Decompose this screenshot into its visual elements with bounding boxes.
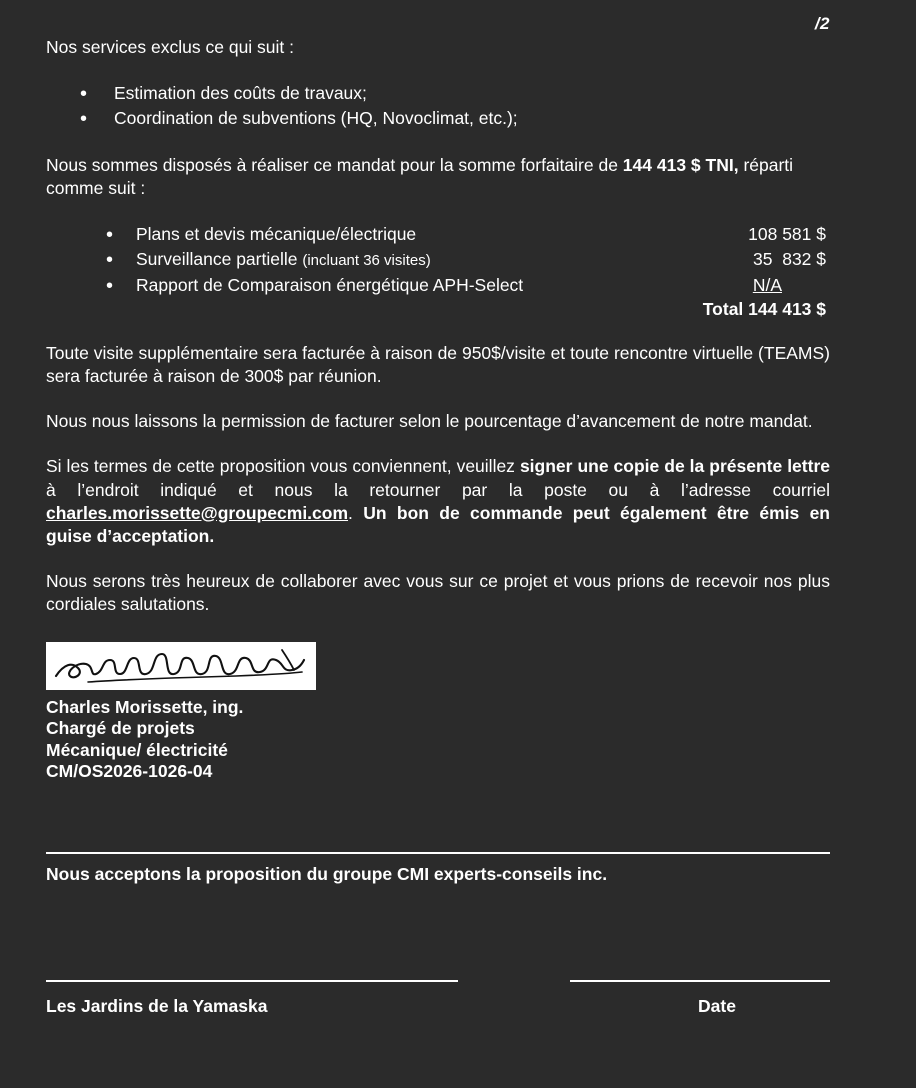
extra-visits-paragraph: Toute visite supplémentaire sera facturée à raison de 950$/visite et toute rencontre virtuelle (TEAMS) sera facturée à raison de 300$ par réunion. (46, 343, 830, 387)
acceptance-text-1: Si les termes de cette proposition vous conviennent, veuillez (46, 456, 520, 477)
acceptance-paragraph (46, 455, 830, 547)
price-breakdown-list (46, 222, 830, 298)
exclusions-list (46, 81, 830, 132)
price-amount: N/A (752, 274, 782, 295)
document-body (46, 36, 830, 885)
signer-title: Chargé de projets (46, 718, 195, 739)
closing-paragraph: Nous serons très heureux de collaborer avec vous sur ce projet et vous prions de recevoir nos plus cordiales salutations. (46, 570, 830, 614)
intro-paragraph: Nos services exclus ce qui suit : (46, 37, 295, 57)
email-link[interactable]: charles.morissette@groupecmi.com (46, 502, 349, 523)
document-reference: CM/OS2026-1026-04 (46, 761, 213, 782)
offer-lead: Nous sommes disposés à réaliser ce mandat pour la somme forfaitaire de (46, 154, 623, 175)
offer-paragraph (46, 154, 830, 200)
price-label: Surveillance partielle (136, 249, 303, 270)
list-item (106, 247, 830, 272)
page-number: /2 (814, 14, 830, 33)
date-signature-line (570, 980, 830, 982)
list-item (106, 273, 830, 298)
acceptance-bold-2: Un bon de commande peut également être émis en guise d’acceptation. (46, 502, 830, 546)
price-label: Rapport de Comparaison énergétique APH-Select (136, 274, 524, 295)
signature-icon (46, 642, 316, 690)
acceptance-bold-1: signer une copie de la présente lettre (519, 456, 830, 477)
acceptance-text-2: à l’endroit indiqué et nous la retourner par la poste ou à l’adresse courriel (46, 479, 830, 500)
signature-fields (46, 980, 830, 1017)
total-line: Total 144 413 $ (702, 299, 826, 320)
signer-department: Mécanique/ électricité (46, 739, 228, 760)
client-signature-label: Les Jardins de la Yamaska (46, 996, 268, 1016)
acceptance-divider (46, 852, 830, 854)
date-label: Date (698, 996, 736, 1016)
offer-tail: réparti comme suit : (46, 154, 794, 198)
acceptance-statement: Nous acceptons la proposition du groupe CMI experts-conseils inc. (46, 864, 608, 885)
price-amount: 108 581 $ (748, 224, 826, 245)
handwritten-signature-image (46, 642, 316, 690)
acceptance-text-3: . (348, 502, 364, 523)
client-signature-field[interactable] (46, 980, 458, 1017)
price-note: (incluant 36 visites) (302, 252, 431, 270)
price-row (136, 222, 830, 247)
price-label: Plans et devis mécanique/électrique (136, 224, 417, 245)
price-row (136, 247, 830, 272)
signer-name: Charles Morissette, ing. (46, 697, 244, 717)
client-signature-line (46, 980, 458, 982)
list-item (106, 222, 830, 247)
signature-block (46, 642, 830, 782)
price-amount: 35 832 $ (753, 249, 826, 270)
list-item: • Estimation des coûts de travaux; (80, 81, 830, 106)
list-item: • Coordination de subventions (HQ, Novoclimat, etc.); (80, 106, 830, 131)
price-row (136, 273, 830, 298)
date-signature-field[interactable] (570, 980, 830, 1017)
billing-paragraph: Nous nous laissons la permission de facturer selon le pourcentage d’avancement de notre mandat. (46, 411, 813, 432)
offer-amount: 144 413 $ TNI, (622, 154, 739, 175)
